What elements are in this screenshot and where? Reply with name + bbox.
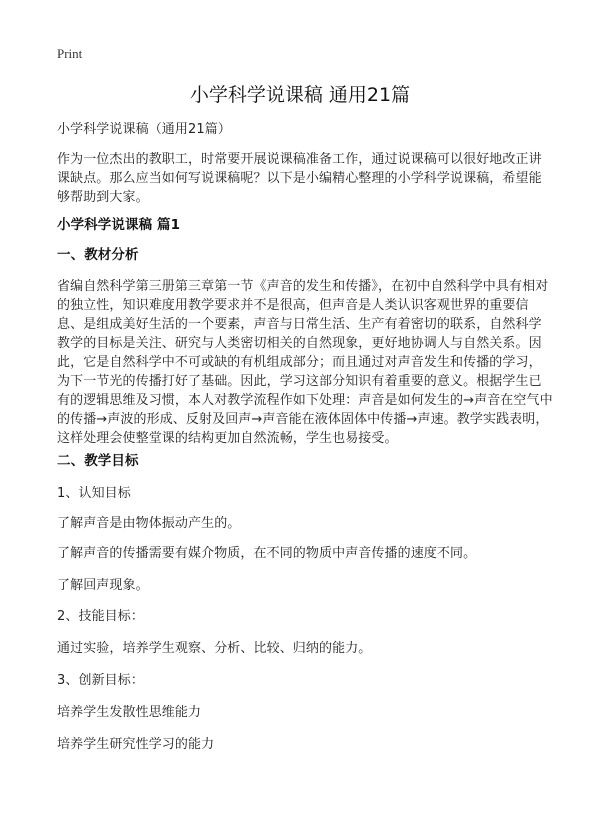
innovation-goal-item: 培养学生研究性学习的能力 xyxy=(57,737,215,752)
document-subtitle: 小学科学说课稿（通用21篇） xyxy=(57,122,231,137)
analysis-paragraph: 省编自然科学第三册第三章第一节《声音的发生和传播》，在初中自然科学中具有相对的独立性，知识难度用教学要求并不是很高，但声音是人类认识客观世界的重要信息、是组成美好生活的一个要素，声音与日常生活、生产有着密切的联系，自然科学教学的目标是关注、研究与人类密切相关的自然现象，更好地协调人与自然关系。因此，它是自然科学中不可或缺的有机组成部分；而且通过对声音发生和传播的学习，为下一节光的传播打好了基础。因此，学习这部分知识有着重要的意义。根据学生已有的逻辑思维及习惯，本人对教学流程作如下处理：声音是如何发生的→声音在空气中的传播→声波的形成、反射及回声→声音能在液体固体中传播→声速。教学实践表明，这样处理会使整堂课的结构更加自然流畅，学生也易接受。 xyxy=(57,279,553,446)
skill-goal-label: 2、技能目标： xyxy=(57,609,144,624)
skill-goal-item: 通过实验，培养学生观察、分析、比较、归纳的能力。 xyxy=(57,641,372,656)
document-title: 小学科学说课稿 通用21篇 xyxy=(189,84,411,106)
cognitive-goal-item: 了解声音的传播需要有媒介物质，在不同的物质中声音传播的速度不同。 xyxy=(57,546,477,561)
cognitive-goal-item: 了解回声现象。 xyxy=(57,578,149,593)
intro-paragraph: 作为一位杰出的教职工，时常要开展说课稿准备工作，通过说课稿可以很好地改正讲课缺点。那么应当如何写说课稿呢？以下是小编精心整理的小学科学说课稿，希望能够帮助到大家。 xyxy=(57,152,542,205)
innovation-goal-item: 培养学生发散性思维能力 xyxy=(57,705,202,720)
cognitive-goal-item: 了解声音是由物体振动产生的。 xyxy=(57,516,241,531)
goals-heading: 二、教学目标 xyxy=(57,453,139,469)
innovation-goal-label: 3、创新目标： xyxy=(57,673,144,688)
cognitive-goal-label: 1、认知目标 xyxy=(57,486,131,501)
section-title: 小学科学说课稿 篇1 xyxy=(57,217,181,233)
print-link[interactable]: Print xyxy=(57,46,83,61)
analysis-heading: 一、教材分析 xyxy=(57,247,139,263)
